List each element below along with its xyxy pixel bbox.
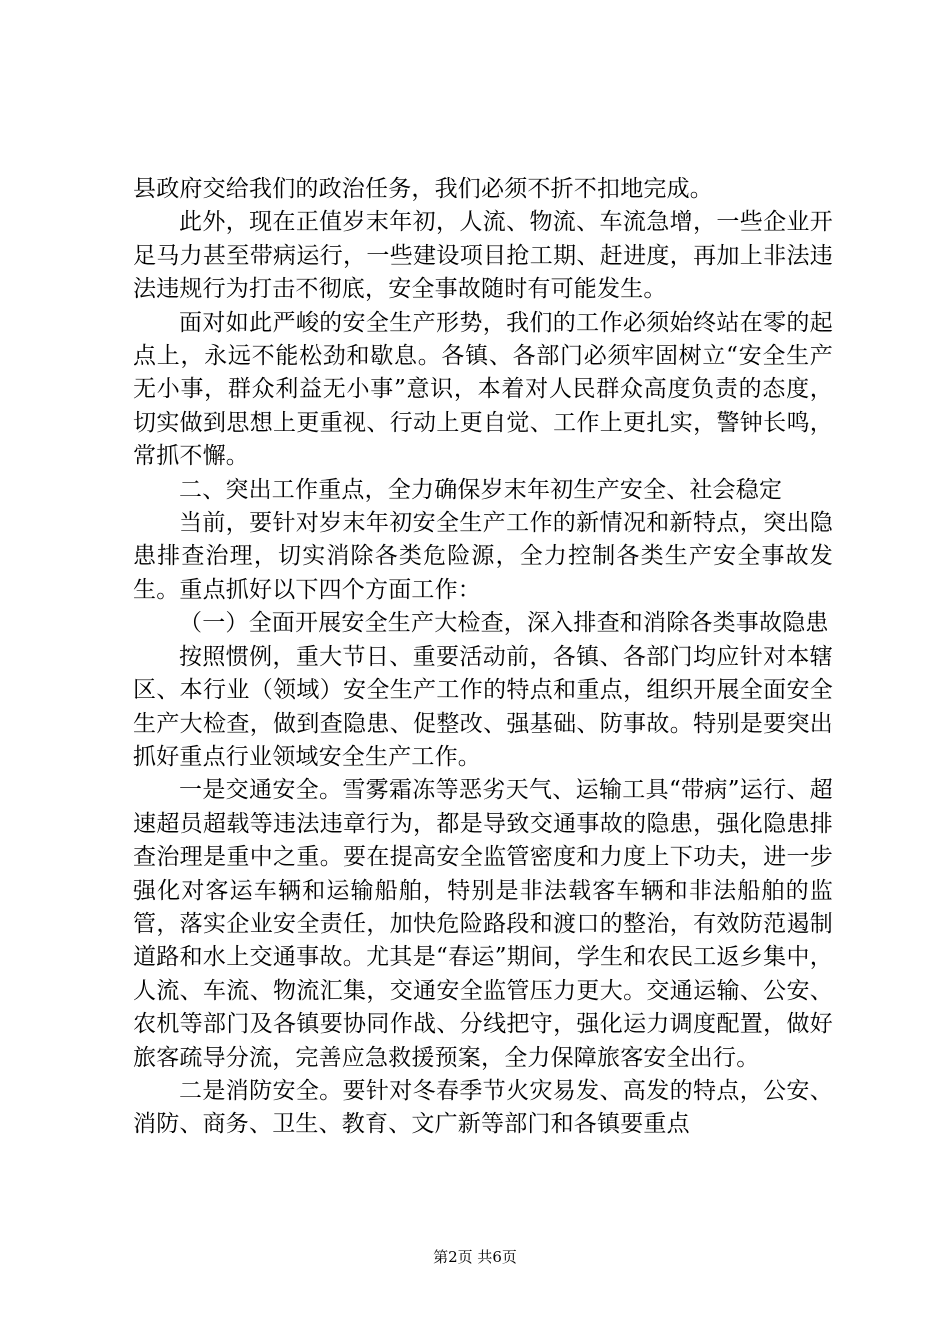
page-number-footer: 第2页 共6页 [433, 1248, 517, 1266]
paragraph-traffic-safety: 一是交通安全。雪雾霜冻等恶劣天气、运输工具“带病”运行、超速超员超载等违法违章行为，都是导致交通事故的隐患，强化隐患排查治理是重中之重。要在提高安全监管密度和力度上下功夫，进一步强化对客运车辆和运输船舶，特别是非法载客车辆和非法船舶的监管，落实企业安全责任，加快危险路段和渡口的整治，有效防范遏制道路和水上交通事故。尤其是“春运”期间，学生和农民工返乡集中，人流、车流、物流汇集，交通安全监管压力更大。交通运输、公安、农机等部门及各镇要协同作战、分线把守，强化运力调度配置，做好旅客疏导分流，完善应急救援预案，全力保障旅客安全出行。 [133, 777, 833, 1071]
paragraph-5: 当前，要针对岁末年初安全生产工作的新情况和新特点，突出隐患排查治理，切实消除各类危险源，全力控制各类生产安全事故发生。重点抓好以下四个方面工作： [133, 510, 833, 603]
paragraph-fire-safety: 二是消防安全。要针对冬春季节火灾易发、高发的特点，公安、消防、商务、卫生、教育、文广新等部门和各镇要重点 [133, 1077, 833, 1138]
section-heading-2: 二、突出工作重点，全力确保岁末年初生产安全、社会稳定 [179, 476, 783, 503]
paragraph-3: 面对如此严峻的安全生产形势，我们的工作必须始终站在零的起点上，永远不能松劲和歇息。各镇、各部门必须牢固树立“安全生产无小事，群众利益无小事”意识，本着对人民群众高度负责的态度，切实做到思想上更重视、行动上更自觉、工作上更扎实，警钟长鸣，常抓不懈。 [133, 309, 833, 470]
subsection-heading-1: （一）全面开展安全生产大检查，深入排查和消除各类事故隐患 [179, 610, 829, 637]
paragraph-2: 此外，现在正值岁末年初，人流、物流、车流急增，一些企业开足马力甚至带病运行，一些建设项目抢工期、赶进度，再加上非法违法违规行为打击不彻底，安全事故随时有可能发生。 [133, 209, 833, 303]
paragraph-1: 县政府交给我们的政治任务，我们必须不折不扣地完成。 [133, 176, 713, 202]
paragraph-7: 按照惯例，重大节日、重要活动前，各镇、各部门均应针对本辖区、本行业（领域）安全生产工作的特点和重点，组织开展全面安全生产大检查，做到查隐患、促整改、强基础、防事故。特别是要突出抓好重点行业领域安全生产工作。 [133, 643, 833, 770]
document-body [133, 173, 833, 1142]
